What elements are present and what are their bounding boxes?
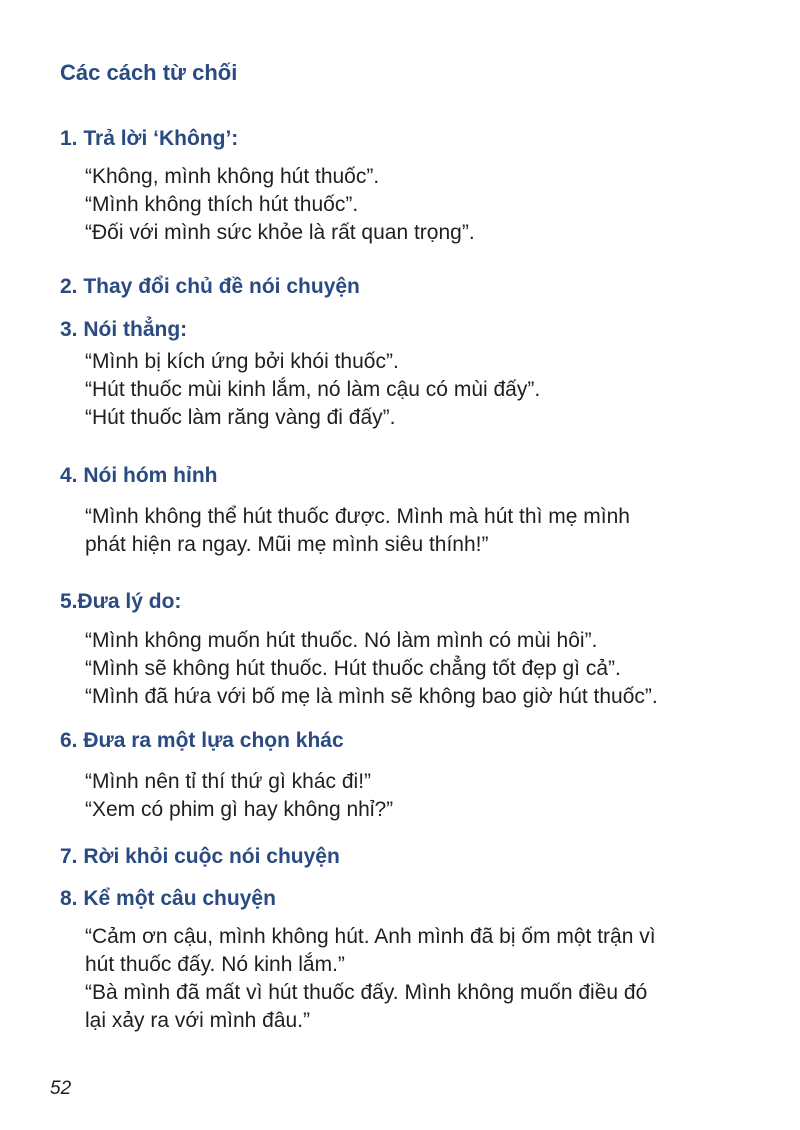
section-7-heading: 7. Rời khỏi cuộc nói chuyện: [60, 845, 340, 868]
section-2-heading: 2. Thay đổi chủ đề nói chuyện: [60, 275, 360, 298]
section-1-line: “Không, mình không hút thuốc”.: [85, 165, 380, 188]
section-1-heading: 1. Trả lời ‘Không’:: [60, 127, 239, 150]
section-8-line: “Cảm ơn cậu, mình không hút. Anh mình đã bị ốm một trận vì: [85, 925, 656, 948]
section-8-line: hút thuốc đấy. Nó kinh lắm.”: [85, 953, 345, 976]
section-3-line: “Hút thuốc làm răng vàng đi đấy”.: [85, 406, 396, 429]
section-3-heading: 3. Nói thẳng:: [60, 318, 188, 341]
section-1-line: “Mình không thích hút thuốc”.: [85, 193, 359, 216]
section-5-line: “Mình sẽ không hút thuốc. Hút thuốc chẳng tốt đẹp gì cả”.: [85, 657, 621, 680]
section-6-line: “Mình nên tỉ thí thứ gì khác đi!”: [85, 770, 372, 793]
section-1-line: “Đối với mình sức khỏe là rất quan trọng”.: [85, 221, 475, 244]
section-5-heading: 5.Đưa lý do:: [60, 590, 182, 613]
section-3-line: “Mình bị kích ứng bởi khói thuốc”.: [85, 350, 399, 373]
page-title: Các cách từ chối: [60, 60, 238, 85]
section-4-line: phát hiện ra ngay. Mũi mẹ mình siêu thính!”: [85, 533, 489, 556]
section-4-line: “Mình không thể hút thuốc được. Mình mà hút thì mẹ mình: [85, 505, 630, 528]
section-3-line: “Hút thuốc mùi kinh lắm, nó làm cậu có mùi đấy”.: [85, 378, 541, 401]
section-8-line: lại xảy ra với mình đâu.”: [85, 1009, 311, 1032]
section-8-heading: 8. Kể một câu chuyện: [60, 887, 276, 910]
section-5-line: “Mình đã hứa với bố mẹ là mình sẽ không bao giờ hút thuốc”.: [85, 685, 658, 708]
section-6-heading: 6. Đưa ra một lựa chọn khác: [60, 729, 344, 752]
section-8-line: “Bà mình đã mất vì hút thuốc đấy. Mình không muốn điều đó: [85, 981, 648, 1004]
section-6-line: “Xem có phim gì hay không nhỉ?”: [85, 798, 394, 821]
section-4-heading: 4. Nói hóm hỉnh: [60, 464, 218, 487]
page-number: 52: [50, 1078, 72, 1099]
section-5-line: “Mình không muốn hút thuốc. Nó làm mình có mùi hôi”.: [85, 629, 598, 652]
